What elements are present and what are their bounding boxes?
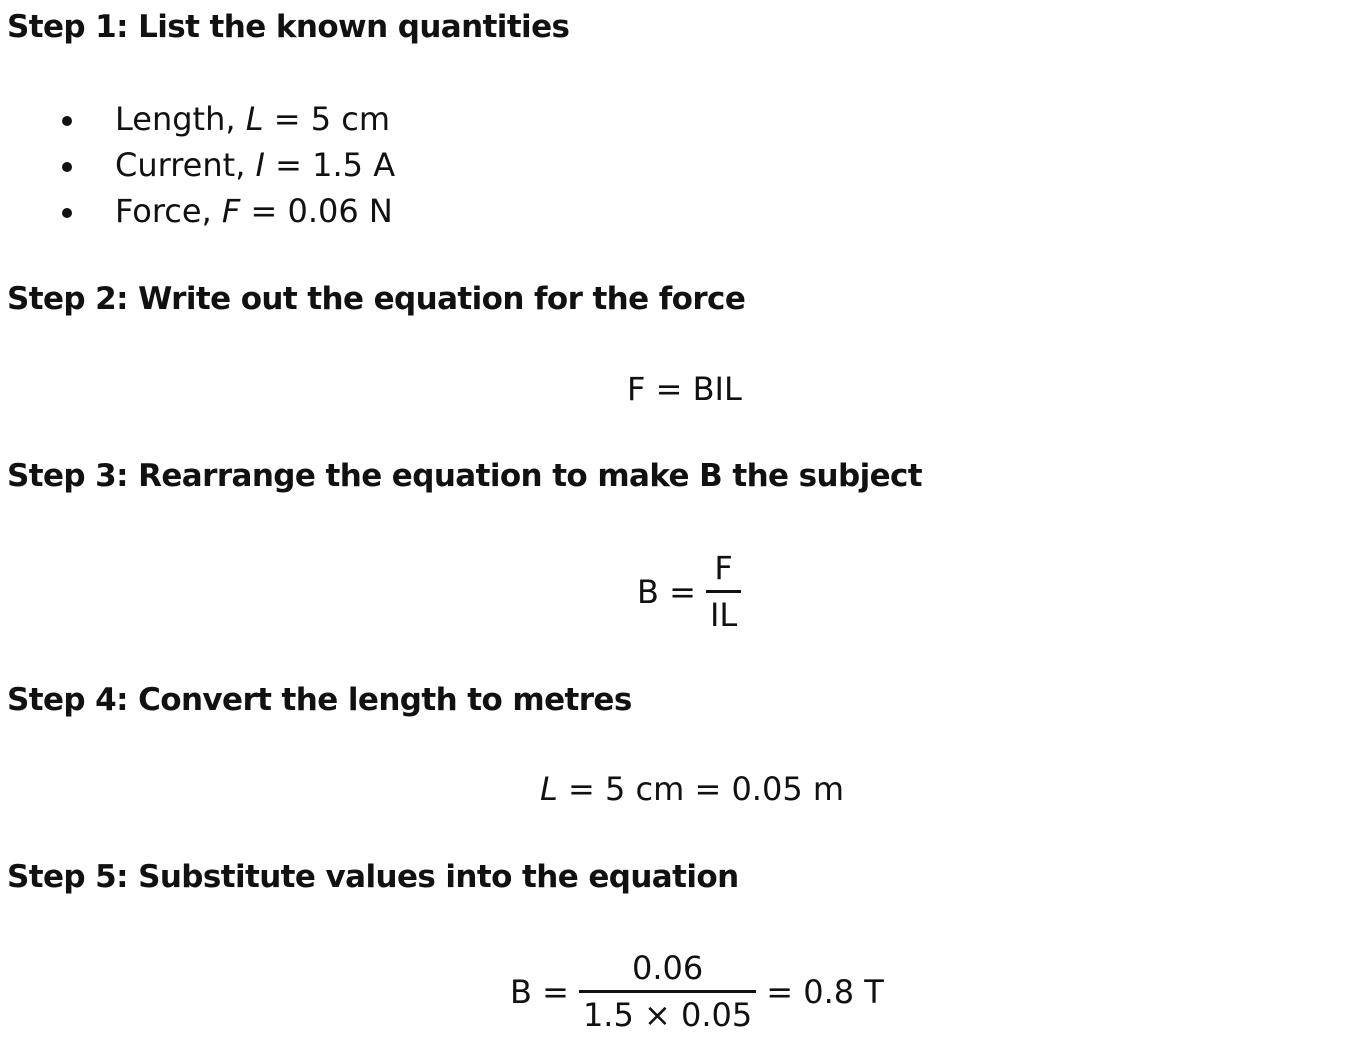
bullet-icon [62, 208, 72, 218]
quantity-value: = 1.5 A [264, 146, 396, 184]
fraction-denominator: IL [706, 590, 741, 631]
fraction-numerator: 0.06 [631, 949, 704, 987]
quantity-label: Force, [115, 192, 222, 230]
quantity-value: = 5 cm [263, 100, 390, 138]
quantity-label: Current, [115, 146, 256, 184]
bullet-icon [62, 162, 72, 172]
equation-result: = 0.8 T [766, 972, 884, 1011]
bullet-icon [62, 116, 72, 126]
equation-lhs: B = [637, 572, 696, 611]
rearranged-equation [637, 549, 741, 634]
length-conversion [540, 770, 845, 808]
step-5-heading: Step 5: Substitute values into the equation [7, 859, 739, 895]
length-symbol: L [540, 770, 558, 808]
fraction-denominator: 1.5 × 0.05 [579, 990, 756, 1031]
quantity-symbol: F [221, 192, 241, 230]
conversion-text: = 5 cm = 0.05 m [557, 770, 845, 808]
step-2-heading: Step 2: Write out the equation for the force [7, 281, 746, 317]
force-equation: F = BIL [627, 370, 742, 408]
fraction [706, 549, 741, 634]
fraction-numerator: F [714, 549, 733, 587]
quantity-symbol: I [255, 146, 265, 184]
quantity-symbol: L [245, 100, 264, 138]
quantity-value: = 0.06 N [240, 192, 393, 230]
step-1-heading: Step 1: List the known quantities [7, 9, 570, 45]
substituted-equation [510, 949, 884, 1034]
equation-lhs: B = [510, 972, 569, 1011]
step-4-heading: Step 4: Convert the length to metres [7, 682, 632, 718]
fraction [579, 949, 756, 1034]
quantity-label: Length, [115, 100, 246, 138]
step-3-heading: Step 3: Rearrange the equation to make B the subject [7, 458, 923, 494]
